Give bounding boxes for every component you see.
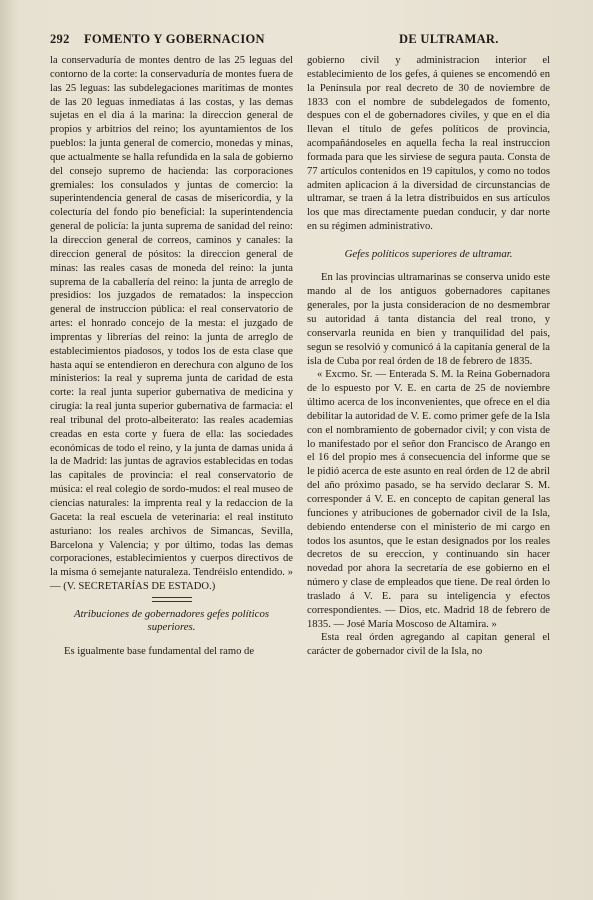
left-paragraph-2: Es igualmente base fundamental del ramo de [64, 645, 255, 657]
running-header [50, 32, 567, 52]
header-left-title: FOMENTO Y GOBERNACION [84, 32, 265, 46]
right-paragraph-2: En las provincias ultramarinas se conserva unido este mando al de los antiguos gobernadores capitanes generales, por la justa consideracion de no desmembrar su autoridad á tanta distancia del real trono, y conservarla reunida en bien y tranquilidad del pais, segun se resolvió y comunicó á la capitanía general de la isla de Cuba por real órden de 18 de febrero de 1835. [307, 272, 550, 367]
right-paragraph-3: « Excmo. Sr. — Enterada S. M. la Reina Gobernadora de lo espuesto por V. E. en carta de 25 de noviembre último acerca de los inconvenientes, que ofrece en el dia debilitar la autoridad de V. E. como primer gefe de la Isla con el nombramiento de gobernador civil; y con vista de lo manifestado por el señor don Francisco de Arango en el 16 del propio mes á consecuencia del informe que se le pidió acerca de este asunto en real órden de 12 de abril del año próximo pasado, se ha servido declarar S. M. corresponder á V. E. en concepto de capitan general las funciones y atribuciones de gobernador civil de la Isla, debiendo entenderse con el ministerio de mi cargo en todos los asuntos, que le estan designados por los reales decretos de su ereccion, y continuando sin hacer novedad por ahora la secretaría de ese gobierno en el número y clase de empleados que tiene. De real órden lo traslado á V. E. para su inteligencia y efectos correspondientes. — Dios, etc. Madrid 18 de febrero de 1835. — José María Moscoso de Altamira. » [307, 369, 550, 630]
section-divider [152, 597, 192, 602]
left-column [50, 54, 293, 659]
right-column [307, 54, 550, 659]
header-right-title: DE ULTRAMAR. [399, 32, 499, 46]
left-section-title: Atribuciones de gobernadores gefes políticos superiores. [73, 607, 270, 634]
left-paragraph-1: la conservaduría de montes dentro de las 25 leguas del contorno de la corte: la conservaduría de montes fuera de las 25 leguas: las subdelegaciones marítimas de montes de las 20 leguas inmediatas á las costas, y las demas sujetas en el dia á la marina: la direccion general de propios y arbitrios del reino; los ayuntamientos de los pueblos: la junta general de comercio, monedas y minas, que actualmente se halla refundida en la sala de gobierno del consejo supremo de hacienda: las corporaciones gremiales: los consulados y juntas de comercio: la superintendencia general de casas de misericordia, y la colecturía del fondo pio beneficial: la superintendencia general de policía: la junta suprema de sanidad del reino: la direccion general de correos, caminos y canales: la direccion general de pósitos: la direccion general de minas: las reales casas de moneda del reino: la junta suprema de la caballería del reino: la junta de arreglo de presidios: los juzgados de rematados: la inspeccion general de instruccion pública: el real conservatorio de artes: el honrado concejo de la mesta: el juzgado de imprentas y librerías del reino: la junta de arreglo de establecimientos piadosos, y todos los de esta clase que hasta aquí se entendieron en derechura con alguno de los ministerios: la real y suprema junta de caridad de esta corte: la real junta superior gubernativa de medicina y cirugía: la real junta superior gubernativa de farmacia: el real tribunal del proto-albeiterato: las reales academias creadas en esta corte y fuera de ella: las sociedades económicas de todo el reino, y la junta de damas unida á la de Madrid: las juntas de agravios establecidas en todas las capitales de provincia: el real conservatorio de música: el real colegio de sordo-mudos: el real museo de ciencias naturales: la imprenta real y la redaccion de la Gaceta: la real escuela de veterinaria: el real instituto asturiano: los reales archivos de Simancas, Sevilla, Barcelona y Valencia; y por último, todas las demas corporaciones, establecimientos y cuerpos directivos de la misma ó semejante naturaleza. Tendréislo entendido. » — (V. SECRETARÍAS DE ESTADO.) [50, 55, 293, 593]
right-paragraph-4: Esta real órden agregando al capitan general el carácter de gobernador civil de la Isla, no [307, 632, 550, 658]
right-section-title: Gefes políticos superiores de ultramar. [344, 247, 513, 260]
text-columns [50, 54, 567, 659]
page-number: 292 [50, 32, 70, 46]
right-paragraph-1: gobierno civil y administracion interior el establecimiento de los gefes, á quienes se encomendó en la Península por real decreto de 30 de noviembre de 1833 con el nombre de subdelegados de fomento, despues con el de gobernadores civiles, y que en el dia llevan el título de gefes políticos de provincia, acompañándoseles en aquella fecha la real instruccion formada para que les sirviese de segura pauta. Consta de 77 artículos contenidos en 19 capítulos, y como no todos admiten aplicacion á la diversidad de circunstancias de ultramar, se traen á la letra distribuidos en sus artículos los que mas directamente puedan conducir, y dar norte en su régimen administrativo. [307, 55, 550, 233]
